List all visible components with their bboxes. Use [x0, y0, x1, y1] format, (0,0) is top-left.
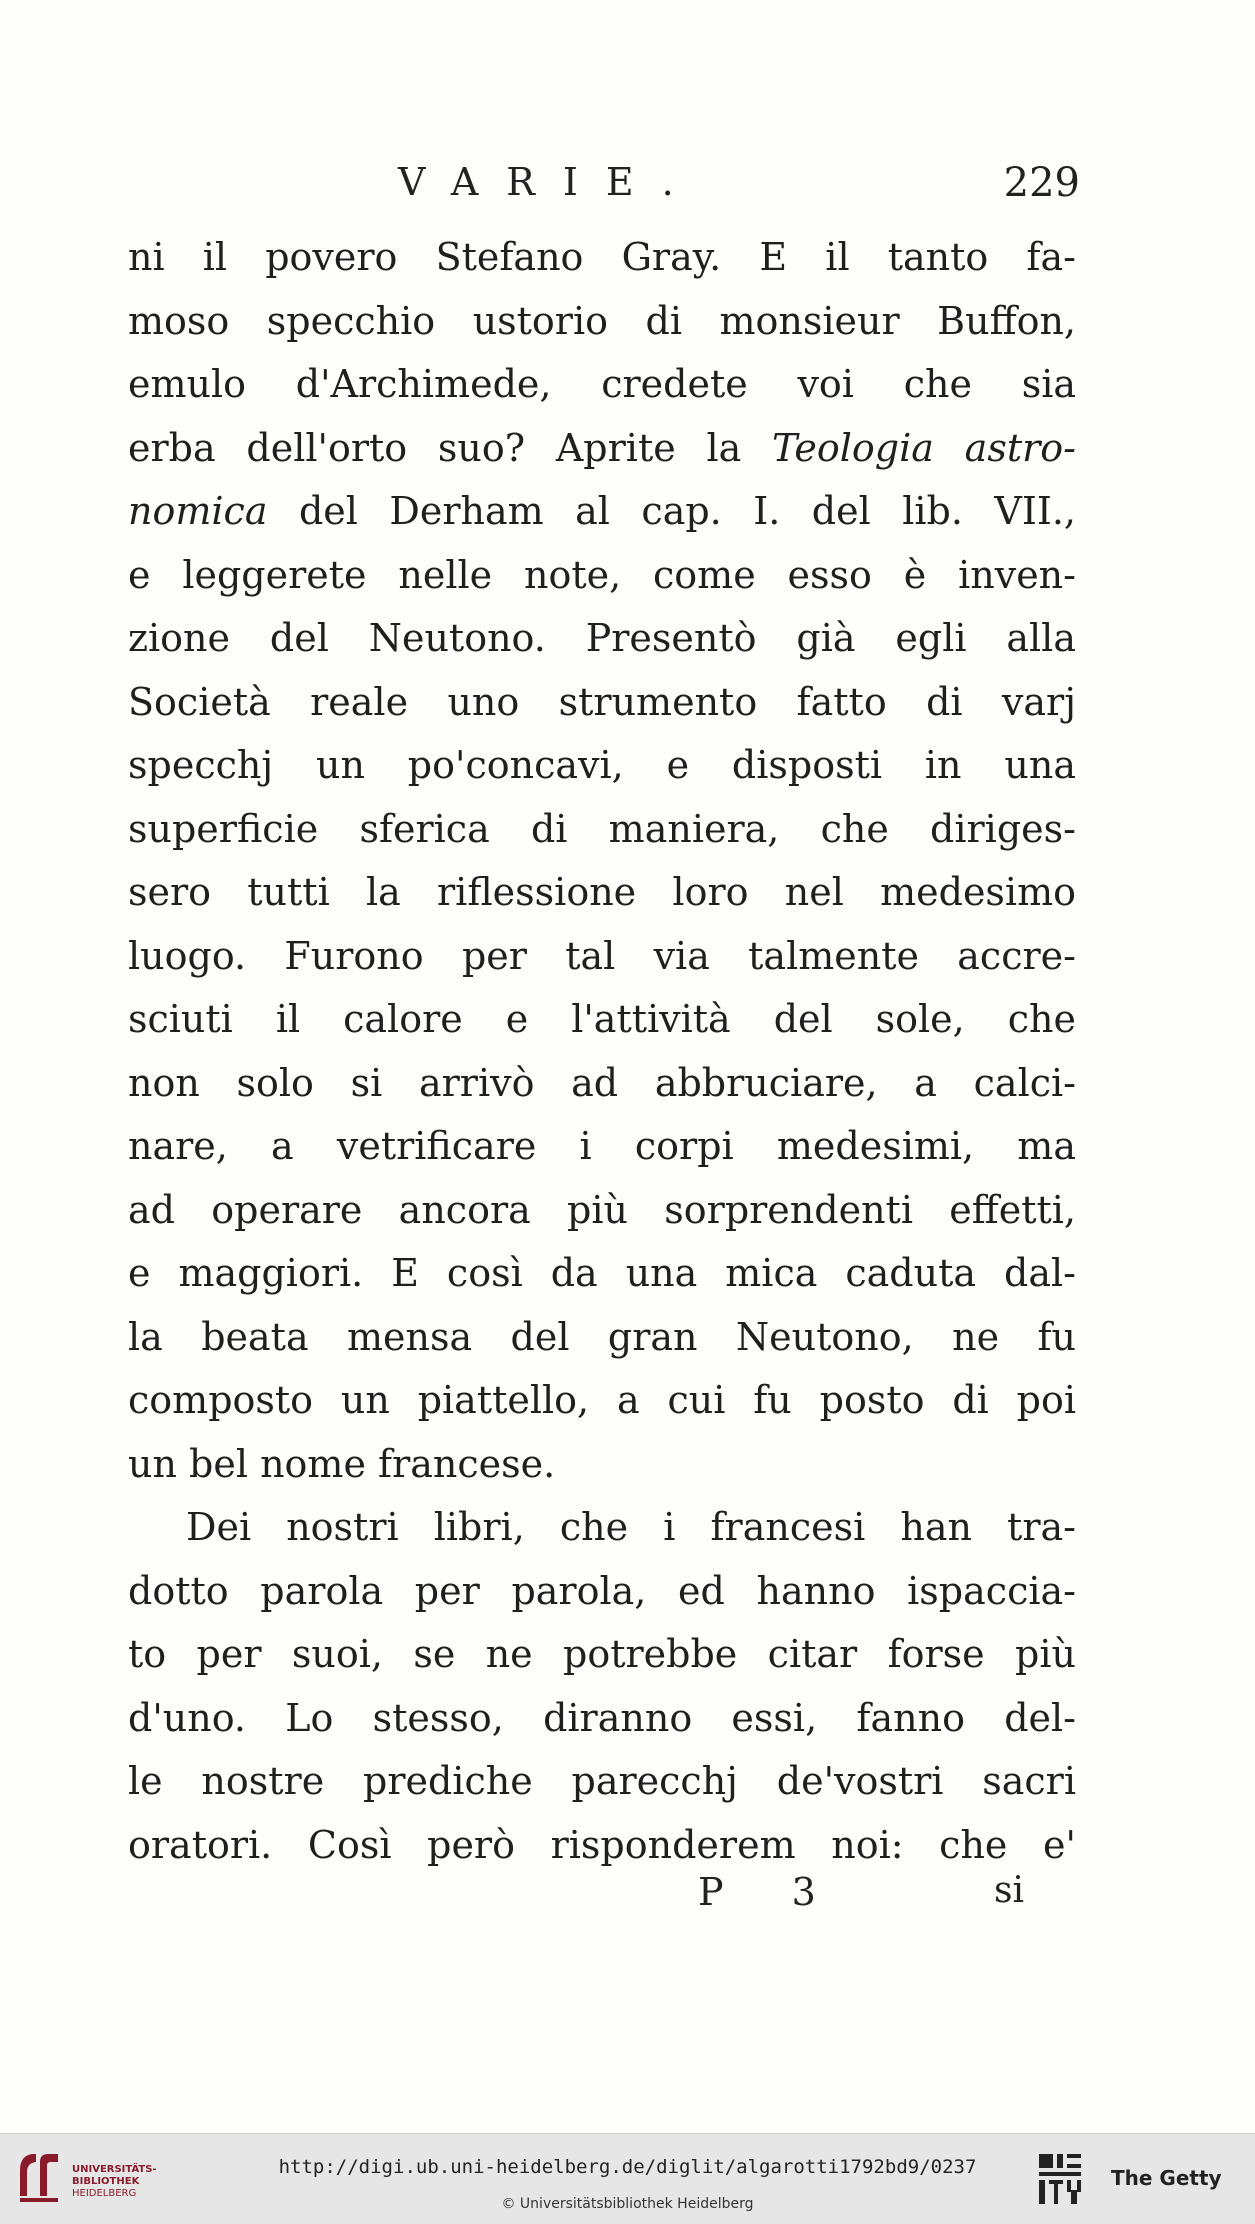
page-header — [130, 160, 1080, 220]
ub-logo-line: UNIVERSITÄTS- — [72, 2164, 157, 2175]
page-footer-marks — [128, 1870, 1076, 1930]
text-fragment: del Derham al cap. I. del lib. VII., — [267, 489, 1076, 533]
ub-logo-line: BIBLIOTHEK — [72, 2176, 140, 2187]
text-line-paragraph-start: Dei nostri libri, che i francesi han tra- — [186, 1505, 1076, 1549]
permalink-url[interactable]: http://digi.ub.uni-heidelberg.de/diglit/algarotti1792bd9/0237 — [278, 2156, 977, 2178]
text-line: d'uno. Lo stesso, diranno essi, fanno del- — [128, 1695, 1076, 1740]
text-line: sero tutti la riflessione loro nel medesimo — [128, 870, 1076, 914]
text-line: e leggerete nelle note, come esso è inven- — [128, 552, 1076, 597]
text-line: oratori. Così però risponderem noi: che e' — [128, 1822, 1076, 1867]
text-line: specchj un po'concavi, e disposti in una — [128, 743, 1076, 787]
text-line: e maggiori. E così da una mica caduta dal- — [128, 1251, 1076, 1295]
text-line: zione del Neutono. Presentò già egli alla — [128, 616, 1076, 660]
text-line-with-italic — [128, 480, 1076, 544]
text-line: dotto parola per parola, ed hanno ispaccia- — [128, 1568, 1076, 1613]
signature-mark: P 3 — [698, 1870, 844, 1914]
text-line: le nostre prediche parecchj de'vostri sacri — [128, 1759, 1076, 1803]
text-line: ni il povero Stefano Gray. E il tanto fa- — [128, 235, 1076, 279]
text-line: un bel nome francese. — [128, 1441, 556, 1486]
copyright-notice: © Universitätsbibliothek Heidelberg — [501, 2196, 754, 2212]
text-line: non solo si arrivò ad abbruciare, a calci- — [128, 1060, 1076, 1105]
body-text — [128, 226, 1076, 1877]
text-line: to per suoi, se ne potrebbe citar forse più — [128, 1632, 1076, 1676]
text-line: superficie sferica di maniera, che diriges- — [128, 806, 1076, 851]
text-line: nare, a vetrificare i corpi medesimi, ma — [128, 1124, 1076, 1168]
text-line: luogo. Furono per tal via talmente accre- — [128, 933, 1076, 978]
getty-label: The Getty — [1111, 2166, 1222, 2190]
catchword: si — [994, 1870, 1024, 1911]
text-fragment: erba dell'orto suo? Aprite la — [128, 425, 772, 470]
getty-logo[interactable] — [1037, 2148, 1237, 2210]
italic-title: Teologia astro- — [772, 425, 1076, 470]
running-head: VARIE. — [398, 160, 702, 204]
text-line: sciuti il calore e l'attività del sole, che — [128, 997, 1076, 1041]
ub-logo-line: HEIDELBERG — [72, 2188, 137, 2199]
text-line: composto un piattello, a cui fu posto di poi — [128, 1378, 1076, 1422]
italic-title-end: nomica — [128, 489, 268, 533]
text-line: emulo d'Archimede, credete voi che sia — [128, 362, 1076, 406]
text-line: ad operare ancora più sorprendenti effetti, — [128, 1187, 1076, 1232]
getty-mark-icon — [1037, 2152, 1097, 2208]
library-footer-bar — [0, 2133, 1255, 2224]
text-line: Società reale uno strumento fatto di varj — [128, 679, 1076, 724]
page-number: 229 — [1003, 160, 1080, 206]
text-line: la beata mensa del gran Neutono, ne fu — [128, 1314, 1076, 1359]
text-line: moso specchio ustorio di monsieur Buffon, — [128, 298, 1076, 343]
text-line-with-italic — [128, 417, 1076, 481]
